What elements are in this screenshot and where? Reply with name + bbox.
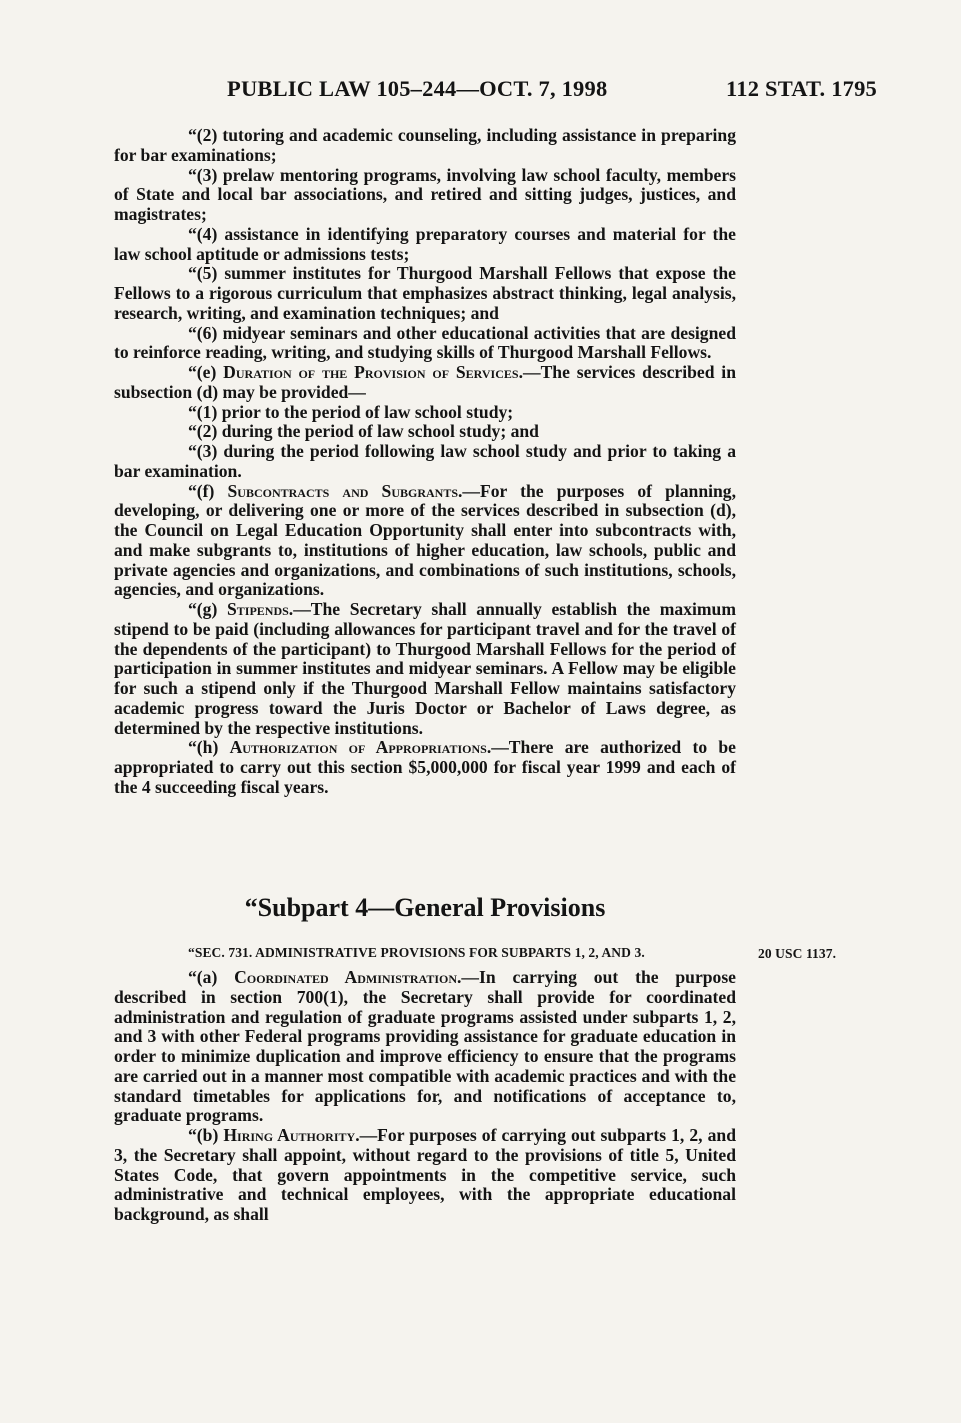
subsection-h-lead: “(h)	[188, 737, 230, 758]
subsection-h-body: .—There are authorized to be appropriated to carry out this section $5,000,000 for fiscal year 1999 and each of the 4 succeeding fiscal years.	[114, 737, 736, 797]
paragraph-e1: “(1) prior to the period of law school study;	[188, 401, 514, 422]
subsection-a-lead: “(a)	[188, 967, 235, 987]
subsection-a-heading: Coordinated Administration	[234, 967, 458, 987]
paragraph-d2: “(2) tutoring and academic counseling, including assistance in preparing for bar examinations;	[114, 125, 736, 165]
subsection-e-heading: Duration of the Provision of Services	[223, 362, 519, 382]
subsection-a	[114, 968, 736, 1126]
paragraph-d6: “(6) midyear seminars and other educational activities that are designed to reinforce reading, writing, and studying skills of Thurgood Marshall Fellows.	[114, 322, 736, 363]
paragraph-e2: “(2) during the period of law school study; and	[188, 421, 539, 442]
subsection-f	[114, 482, 736, 601]
subsection-e	[114, 363, 736, 403]
subsection-f-heading: Subcontracts and Subgrants	[227, 480, 459, 501]
subsection-b-lead: “(b)	[188, 1125, 224, 1145]
header-law-citation: PUBLIC LAW 105–244—OCT. 7, 1998	[227, 76, 608, 101]
subsection-g	[114, 600, 736, 738]
text-block-lower	[114, 968, 736, 1225]
subsection-g-lead: “(g)	[188, 599, 227, 619]
text-block-upper	[114, 126, 736, 798]
subpart-title: “Subpart 4—General Provisions	[244, 893, 606, 922]
subsection-e-body: .—The services described in subsection (d) may be provided—	[114, 362, 736, 402]
subsection-b-heading: Hiring Authority	[223, 1125, 356, 1145]
subsection-b	[114, 1126, 736, 1225]
subsection-f-lead: “(f)	[188, 480, 228, 501]
subsection-b-body: .—For purposes of carrying out subparts 1, 2, and 3, the Secretary shall appoint, without regard to the provisions of title 5, United States Code, that govern appointments in the competitive service, such administrative and technical employees, with the appropriate educational background, as shall	[114, 1125, 736, 1224]
paragraph-e3: “(3) during the period following law school study and prior to taking a bar examination.	[114, 441, 736, 481]
subsection-g-body: .—The Secretary shall annually establish the maximum stipend to be paid (including allowances for participant travel and for the travel of the dependents of the participant) to Thurgood Marshall Fellows for the period of participation in summer institutes and midyear seminars. A Fellow may be eligible for such a stipend only if the Thurgood Marshall Fellow maintains satisfactory academic progress toward the Juris Doctor or Bachelor of Laws degree, as determined by the respective institutions.	[114, 599, 736, 738]
subsection-e-lead: “(e)	[188, 362, 224, 382]
subsection-h	[114, 738, 736, 797]
subsection-f-body: .—For the purposes of planning, developing, or delivering one or more of the services described in subsection (d), the Council on Legal Education Opportunity shall enter into subcontracts with, and make subgrants to, institutions of higher education, law schools, public and private agencies and organizations, and combinations of such institutions, schools, agencies, and organizations.	[114, 480, 736, 600]
section-heading: “SEC. 731. ADMINISTRATIVE PROVISIONS FOR SUBPARTS 1, 2, AND 3.	[188, 945, 645, 960]
subsection-a-body: .—In carrying out the purpose described in section 700(1), the Secretary shall provide for coordinated administration and regulation of graduate programs assisted under subparts 1, 2, and 3 with other Federal programs providing assistance for graduate education in order to minimize duplication and improve efficiency to ensure that the programs are carried out in a manner most compatible with academic practices and with the standard timetables for applications for, and notifications of acceptance to, graduate programs.	[114, 967, 736, 1126]
subsection-h-heading: Authorization of Appropriations	[229, 737, 487, 758]
paragraph-d4: “(4) assistance in identifying preparatory courses and material for the law school aptitude or admissions tests;	[114, 223, 736, 264]
margin-citation: 20 USC 1137.	[758, 946, 837, 961]
paragraph-d3: “(3) prelaw mentoring programs, involving law school faculty, members of State and local bar associations, and retired and sitting judges, justices, and magistrates;	[114, 164, 736, 224]
paragraph-d5: “(5) summer institutes for Thurgood Marshall Fellows that expose the Fellows to a rigorous curriculum that emphasizes abstract thinking, legal analysis, research, writing, and examination techniques; and	[114, 263, 736, 323]
subsection-g-heading: Stipends	[226, 599, 289, 619]
header-statute-page: 112 STAT. 1795	[726, 76, 877, 101]
